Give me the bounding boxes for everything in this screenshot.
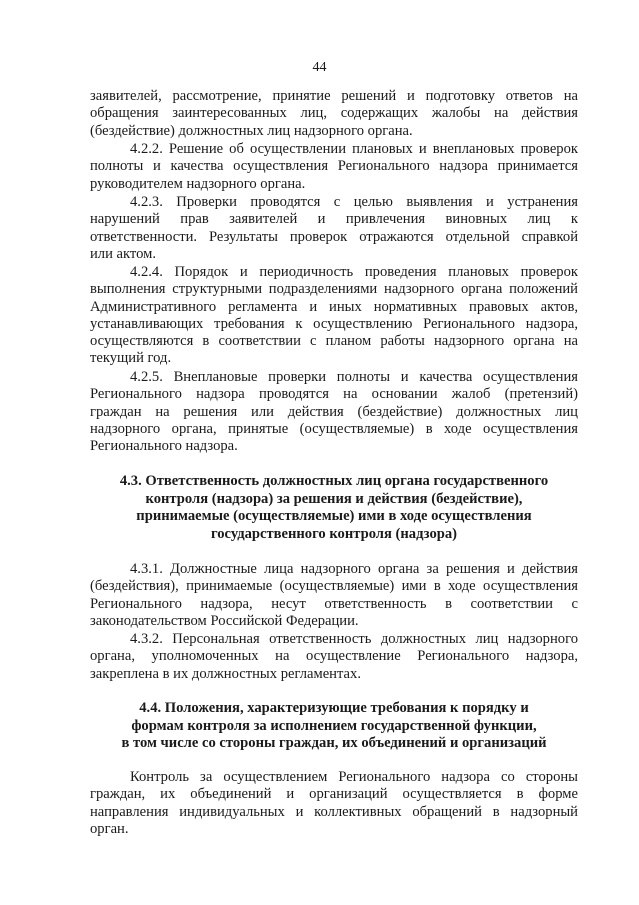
text-line: руководителем надзорного органа. <box>90 175 306 192</box>
text-line: 4.2.4. Порядок и периодичность проведения плановых проверок <box>130 264 578 280</box>
page-number: 44 <box>312 60 327 75</box>
paragraph-4-2-2 <box>90 141 578 193</box>
paragraph-4-3-2 <box>90 631 578 683</box>
text-line: Контроль за осуществлением Регионального надзора со стороны <box>130 769 578 785</box>
text-line: заявителей, рассмотрение, принятие решений и подготовку ответов на <box>90 88 578 104</box>
text-line: орган. <box>90 820 129 837</box>
paragraph-intro <box>90 88 578 140</box>
text-line: закреплена в их должностных регламентах. <box>90 665 361 682</box>
text-line: или актом. <box>90 245 157 262</box>
text-line: нарушений прав заявителей и привлечения виновных лиц к <box>90 211 578 228</box>
section-heading-4-4 <box>90 700 578 753</box>
heading-line: в том числе со стороны граждан, их объединений и организаций <box>121 735 547 751</box>
text-line: текущий год. <box>90 350 172 367</box>
heading-line: формам контроля за исполнением государственной функции, <box>131 717 537 734</box>
text-line: обращения заинтересованных лиц, содержащих жалобы на действия <box>90 105 578 122</box>
text-line: Регионального надзора. <box>90 438 238 455</box>
text-line: полноты и качества осуществления Регионального надзора принимается <box>90 158 578 175</box>
text-line: (бездействие) должностных лиц надзорного органа. <box>90 122 413 139</box>
heading-line: контроля (надзора) за решения и действия (бездействие), <box>145 490 523 507</box>
text-line: 4.2.3. Проверки проводятся с целью выявления и устранения <box>130 194 578 210</box>
paragraph-4-2-3 <box>90 194 578 263</box>
text-line: 4.2.5. Внеплановые проверки полноты и качества осуществления <box>130 369 578 385</box>
paragraph-4-2-5 <box>90 369 578 455</box>
heading-line: 4.4. Положения, характеризующие требования к порядку и <box>139 700 529 716</box>
text-line: устанавливающих требования к осуществлению Регионального надзора, <box>90 315 578 332</box>
section-heading-4-3 <box>90 473 578 543</box>
text-line: 4.2.2. Решение об осуществлении плановых и внеплановых проверок <box>130 141 578 157</box>
text-line: Регионального надзора проводятся на основании жалоб (претензий) <box>90 386 578 403</box>
heading-line: 4.3. Ответственность должностных лиц органа государственного <box>119 473 549 489</box>
text-line: ответственности. Результаты проверок отражаются отдельной справкой <box>90 228 578 245</box>
text-line: (бездействия), принимаемые (осуществляемые) ими в ходе осуществления <box>90 578 578 595</box>
heading-line: государственного контроля (надзора) <box>210 525 458 542</box>
text-line: 4.3.2. Персональная ответственность должностных лиц надзорного <box>130 631 578 647</box>
text-line: граждан на решения или действия (бездействие) должностных лиц <box>90 403 578 420</box>
text-line: Административного регламента и иных нормативных правовых актов, <box>90 298 578 315</box>
paragraph-4-3-1 <box>90 561 578 630</box>
text-line: осуществляются в соответствии с планом работы надзорного органа на <box>90 333 578 350</box>
text-line: направления индивидуальных и коллективных обращений в надзорный <box>90 803 578 820</box>
paragraph-4-2-4 <box>90 264 578 368</box>
text-line: граждан, их объединений и организаций осуществляется в форме <box>90 786 578 803</box>
text-line: законодательством Российской Федерации. <box>90 612 359 629</box>
text-line: 4.3.1. Должностные лица надзорного органа за решения и действия <box>130 561 578 577</box>
text-line: органа, уполномоченных на осуществление Регионального надзора, <box>90 648 578 665</box>
text-line: надзорного органа, принятые (осуществляемые) в ходе осуществления <box>90 420 578 437</box>
text-line: выполнения структурными подразделениями надзорного органа положений <box>90 281 578 298</box>
text-line: Регионального надзора, несут ответственность в соответствии с <box>90 595 578 612</box>
heading-line: принимаемые (осуществляемые) ими в ходе осуществления <box>136 508 532 524</box>
paragraph-4-4 <box>90 769 578 838</box>
